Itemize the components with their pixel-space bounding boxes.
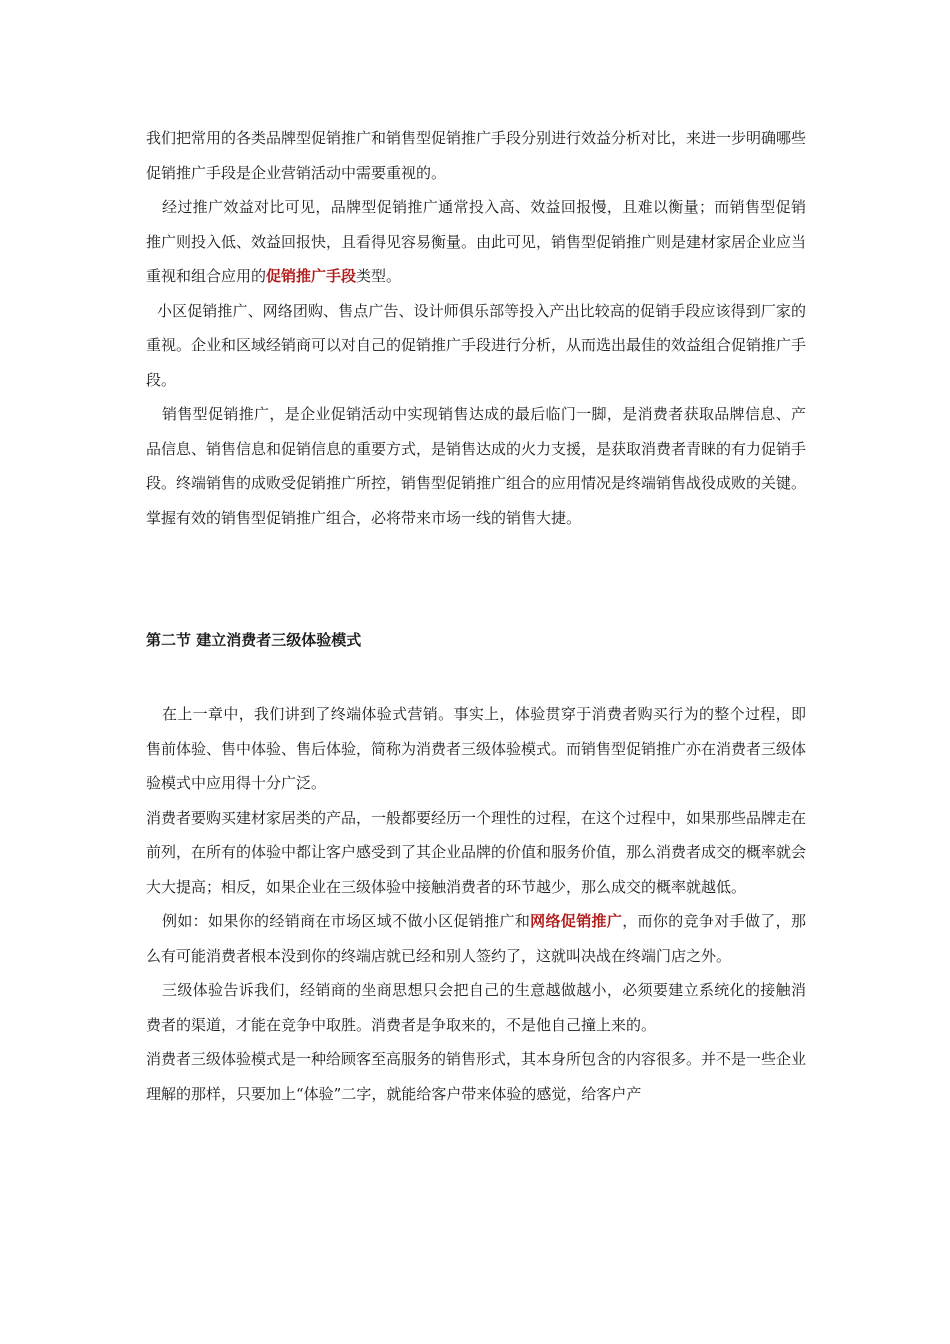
promotion-means-link[interactable]: 促销推广手段 (266, 267, 357, 285)
network-promotion-link[interactable]: 网络促销推广 (530, 912, 623, 930)
paragraph-8: 三级体验告诉我们，经销商的坐商思想只会把自己的生意越做越小，必须要建立系统化的接触消费者的渠道，才能在竞争中取胜。消费者是争取来的，不是他自己撞上来的。 (146, 981, 806, 1034)
paragraph-9: 消费者三级体验模式是一种给顾客至高服务的销售形式，其本身所包含的内容很多。并不是一些企业理解的那样，只要加上“体验”二字，就能给客户带来体验的感觉，给客户产 (146, 1050, 807, 1103)
paragraph-4: 销售型促销推广，是企业促销活动中实现销售达成的最后临门一脚，是消费者获取品牌信息、产品信息、销售信息和促销信息的重要方式，是销售达成的火力支援，是获取消费者青睐的有力促销手段。终端销售的成败受促销推广所控，销售型促销推广组合的应用情况是终端销售战役成败的关键。掌握有效的销售型促销推广组合，必将带来市场一线的销售大捷。 (146, 405, 807, 527)
paragraph-7-text-after: ，而你的竞争对手做了，那么有可能消费者根本没到你的终端店就已经和别人签约了，这就叫决战在终端门店之外。 (146, 912, 806, 965)
section-heading: 第二节 建立消费者三级体验模式 (146, 631, 362, 649)
paragraph-3: 小区促销推广、网络团购、售点广告、设计师俱乐部等投入产出比较高的促销手段应该得到厂家的重视。企业和区域经销商可以对自己的促销推广手段进行分析，从而选出最佳的效益组合促销推广手段。 (146, 301, 807, 389)
paragraph-7 (146, 904, 806, 973)
paragraph-7-text-before: 例如：如果你的经销商在市场区域不做小区促销推广和 (162, 912, 531, 930)
section-1-body (146, 121, 806, 535)
paragraph-1: 我们把常用的各类品牌型促销推广和销售型促销推广手段分别进行效益分析对比，来进一步明确哪些促销推广手段是企业营销活动中需要重视的。 (146, 129, 807, 182)
paragraph-5: 在上一章中，我们讲到了终端体验式营销。事实上，体验贯穿于消费者购买行为的整个过程，即售前体验、售中体验、售后体验，简称为消费者三级体验模式。而销售型促销推广亦在消费者三级体验模式中应用得十分广泛。 (146, 705, 807, 792)
section-2-body (146, 697, 806, 1111)
paragraph-6: 消费者要购买建材家居类的产品，一般都要经历一个理性的过程，在这个过程中，如果那些品牌走在前列，在所有的体验中都让客户感受到了其企业品牌的价值和服务价值，那么消费者成交的概率就会大大提高；相反，如果企业在三级体验中接触消费者的环节越少，那么成交的概率就越低。 (146, 808, 807, 896)
paragraph-2 (146, 190, 806, 294)
paragraph-2-text-after: 类型。 (356, 267, 402, 285)
paragraph-2-text-before: 经过推广效益对比可见，品牌型促销推广通常投入高、效益回报慢，且难以衡量；而销售型促销推广则投入低、效益回报快，且看得见容易衡量。由此可见，销售型促销推广则是建材家居企业应当重视和组合应用的 (146, 198, 807, 285)
